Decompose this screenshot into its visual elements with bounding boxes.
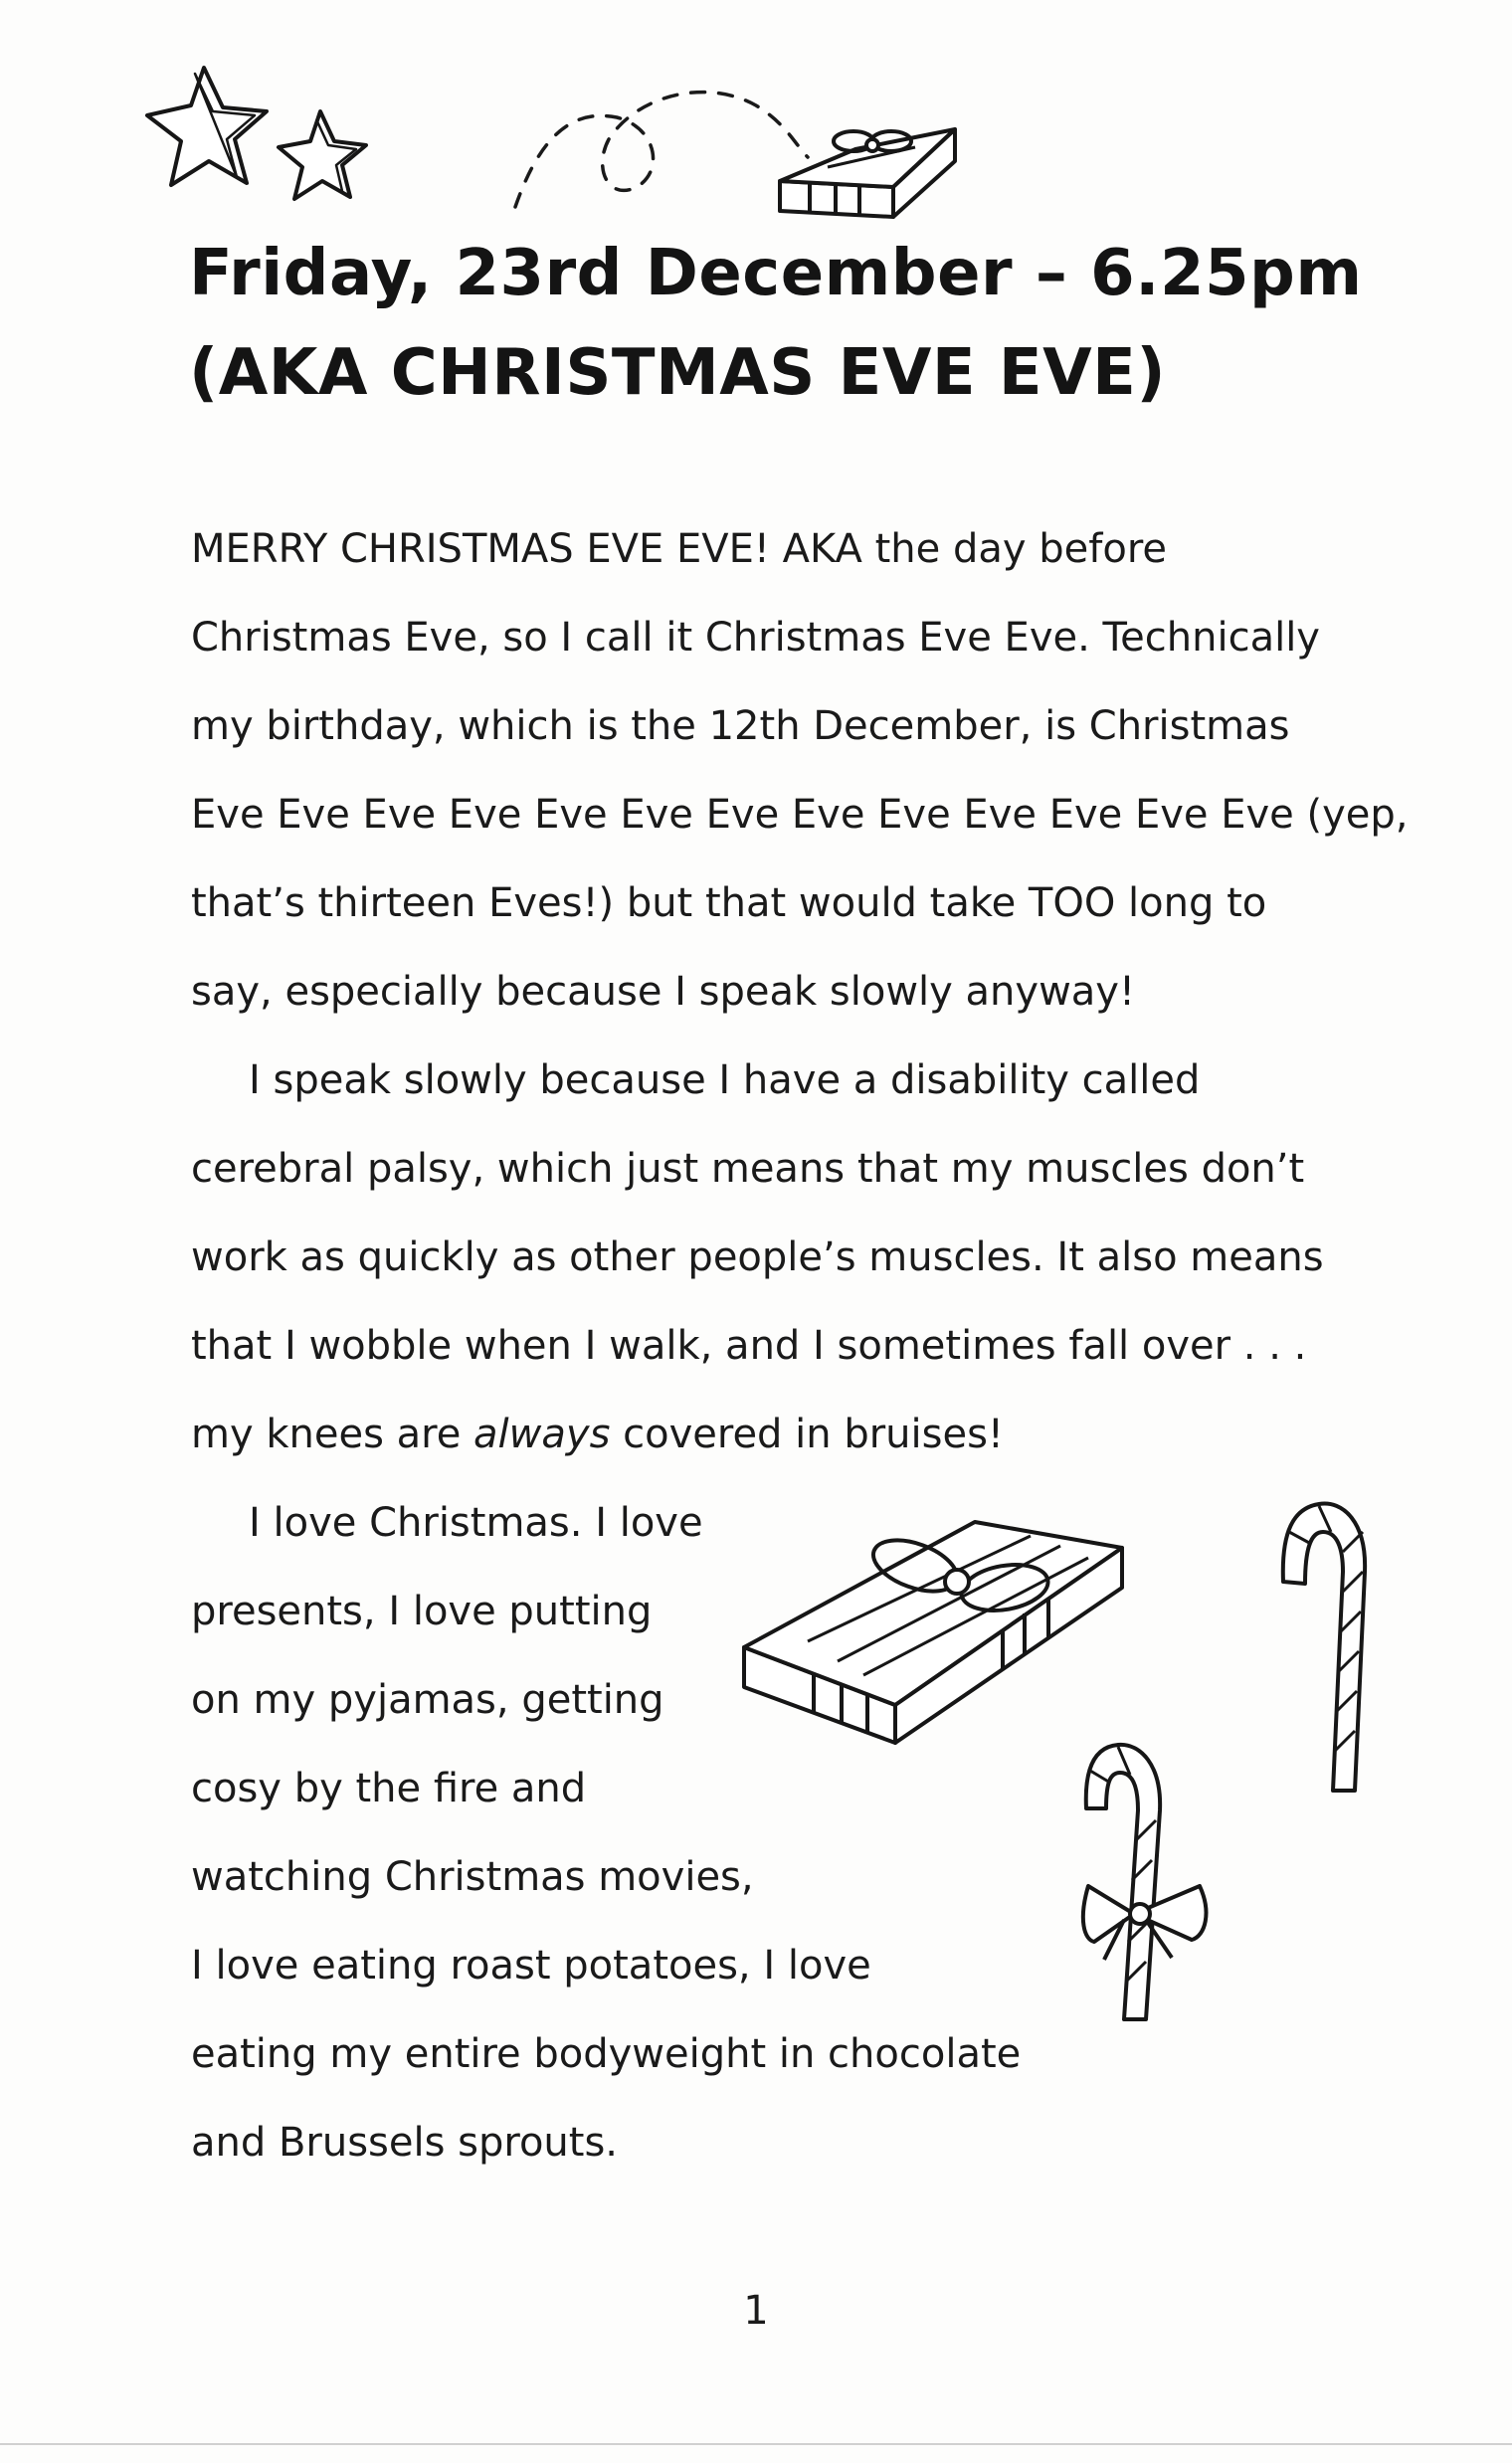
star-icon	[147, 68, 267, 185]
page-edge-divider	[0, 2443, 1512, 2445]
star-icon	[279, 111, 366, 199]
heading-date: Friday, 23rd December – 6.25pm	[189, 237, 1363, 310]
heading-subtitle: (AKA CHRISTMAS EVE EVE)	[189, 336, 1167, 410]
text-line: on my pyjamas, getting	[191, 1677, 664, 1723]
text-line: my birthday, which is the 12th December, is Christmas	[191, 703, 1290, 749]
text-line: that I wobble when I walk, and I sometimes fall over . . .	[191, 1323, 1307, 1369]
text-span: covered in bruises!	[610, 1412, 1004, 1457]
text-line: I love Christmas. I love	[249, 1500, 703, 1546]
text-line	[191, 1391, 1345, 1479]
text-line: watching Christmas movies,	[191, 1854, 754, 1900]
text-line: MERRY CHRISTMAS EVE EVE! AKA the day before	[191, 526, 1167, 572]
body-text	[191, 505, 1409, 2187]
text-line: Eve Eve Eve Eve Eve Eve Eve Eve Eve Eve Eve Eve Eve (yep,	[191, 792, 1409, 838]
text-line: cerebral palsy, which just means that my muscles don’t	[191, 1146, 1305, 1192]
text-line: cosy by the fire and	[191, 1766, 587, 1811]
text-line: say, especially because I speak slowly anyway!	[191, 969, 1136, 1015]
entry-heading	[189, 224, 1363, 423]
text-line: I speak slowly because I have a disability called	[249, 1057, 1201, 1103]
text-line: that’s thirteen Eves!) but that would take TOO long to	[191, 880, 1267, 926]
gift-icon	[780, 129, 955, 217]
page-number: 1	[743, 2288, 769, 2334]
text-line: I love eating roast potatoes, I love	[191, 1943, 871, 1989]
text-line: presents, I love putting	[191, 1589, 653, 1634]
text-line: Christmas Eve, so I call it Christmas Eve Eve. Technically	[191, 615, 1320, 661]
text-line: eating my entire bodyweight in chocolate	[191, 2031, 1022, 2077]
text-span: my knees are	[191, 1412, 474, 1457]
dashed-trail	[515, 93, 808, 207]
text-line: work as quickly as other people’s muscles. It also means	[191, 1234, 1324, 1280]
text-line: and Brussels sprouts.	[191, 2120, 619, 2166]
emphasis-text: always	[473, 1412, 611, 1457]
